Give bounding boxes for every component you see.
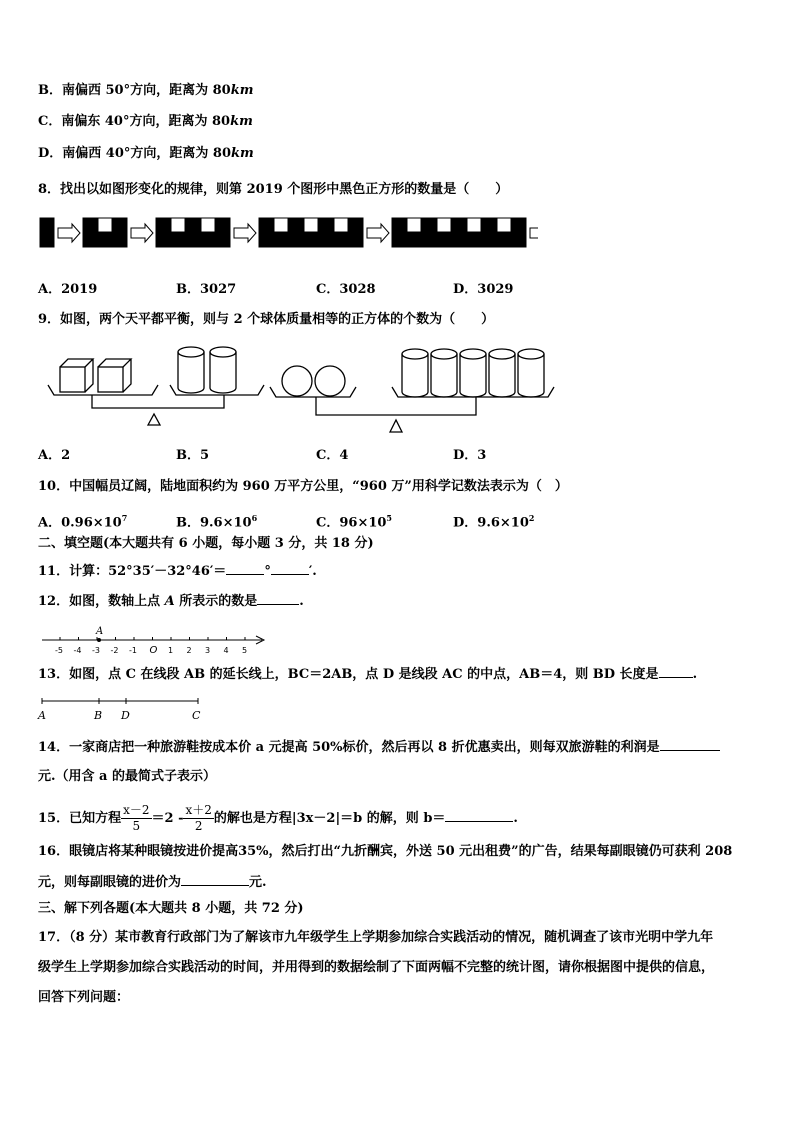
black-square	[40, 218, 54, 232]
label-a: A	[38, 709, 46, 722]
label-c: C	[192, 709, 201, 722]
option-text: D．南偏西 40°方向，距离为 80	[38, 146, 232, 161]
black-square	[319, 218, 333, 232]
q8-pattern-figure	[38, 214, 538, 260]
option-text: C．南偏东 40°方向，距离为 80	[38, 114, 231, 129]
arrow-right-icon	[58, 224, 80, 242]
sphere-icon	[282, 366, 312, 396]
tick-label: -2	[110, 646, 119, 655]
q10-option-d	[453, 509, 534, 532]
tick-label: -1	[129, 646, 137, 655]
answer-blank[interactable]	[226, 562, 264, 575]
denominator: 5	[132, 819, 141, 833]
q15	[38, 800, 518, 840]
black-square	[407, 233, 421, 247]
option-text: B．南偏西 50°方向，距离为 80	[38, 83, 231, 98]
black-square	[422, 233, 436, 247]
tick-label: 3	[205, 646, 211, 655]
q15-text: 15．已知方程	[38, 811, 122, 826]
balance-left	[48, 347, 264, 425]
white-square	[437, 218, 451, 232]
answer-blank[interactable]	[659, 665, 693, 678]
black-square	[113, 218, 127, 232]
q15-text: 的解也是方程|3x－2|＝b 的解，则 b＝	[213, 811, 446, 826]
pattern-4	[259, 218, 363, 247]
white-square	[201, 218, 215, 232]
black-square	[319, 233, 333, 247]
white-square	[467, 218, 481, 232]
white-square	[334, 218, 348, 232]
black-square	[334, 233, 348, 247]
fraction-2	[183, 803, 213, 834]
black-square	[83, 233, 97, 247]
q7-option-b	[38, 82, 254, 100]
section-3-heading: 三、解下列各题(本大题共 8 小题，共 72 分)	[38, 901, 304, 916]
pattern-1	[40, 218, 54, 247]
q14-line-2: 元.（用含 a 的最简式子表示）	[38, 769, 217, 784]
tick-label: O	[149, 645, 158, 656]
black-square	[40, 233, 54, 247]
q8-option-b: B．3027	[176, 282, 237, 297]
q16-text: 元.	[249, 875, 267, 890]
denominator: 2	[194, 819, 203, 833]
black-square	[201, 233, 215, 247]
section-2-heading: 二、填空题(本大题共有 6 小题，每小题 3 分，共 18 分)	[38, 536, 374, 551]
q9-option-b: B．5	[176, 448, 210, 463]
option-text: B．9.6×10	[176, 515, 252, 531]
cylinder-icon	[178, 347, 204, 393]
q10-option-c	[316, 509, 392, 532]
unit-km: km	[230, 83, 254, 98]
cylinder-icon	[518, 349, 544, 397]
q14-line-1	[38, 738, 720, 757]
q8-option-a: A．2019	[38, 282, 98, 297]
white-square	[171, 218, 185, 232]
minute-sign: ′.	[308, 564, 317, 579]
cylinder-icon	[210, 347, 236, 393]
q9-stem: 9．如图，两个天平都平衡，则与 2 个球体质量相等的正方体的个数为（ ）	[38, 312, 495, 327]
label-b: B	[94, 709, 103, 722]
black-square	[452, 233, 466, 247]
arrow-right-icon	[530, 224, 538, 242]
answer-blank[interactable]	[660, 738, 720, 751]
option-text: D．9.6×10	[453, 515, 529, 531]
black-square	[349, 233, 363, 247]
white-square	[407, 218, 421, 232]
point-a-dot	[97, 638, 101, 642]
q12-text: 12．如图，数轴上点	[38, 594, 165, 609]
q13-segment-figure	[36, 694, 216, 724]
black-square	[156, 218, 170, 232]
balance-right	[270, 349, 554, 432]
option-text: C．96×10	[316, 515, 387, 531]
unit-km: km	[231, 146, 254, 161]
option-text: A．0.96×10	[38, 515, 122, 531]
black-square	[259, 218, 273, 232]
cube-icon	[60, 359, 93, 392]
q10-option-a	[38, 509, 127, 532]
sphere-icon	[315, 366, 345, 396]
q12-number-line	[38, 622, 270, 656]
exponent: 6	[251, 513, 258, 523]
cylinder-icon	[460, 349, 486, 397]
black-square	[259, 233, 273, 247]
black-square	[216, 233, 230, 247]
q8-ellipsis: ......	[500, 231, 528, 246]
cylinder-icon	[402, 349, 428, 397]
q12-stem	[38, 592, 304, 611]
black-square	[392, 218, 406, 232]
black-square	[83, 218, 97, 232]
tick-label: -3	[92, 646, 100, 655]
black-square	[467, 233, 481, 247]
q9-balance-figure	[40, 340, 560, 436]
tick-label: -5	[55, 646, 63, 655]
period: .	[513, 811, 518, 826]
point-a-label: A	[96, 626, 104, 637]
black-square	[171, 233, 185, 247]
cylinder-icon	[431, 349, 457, 397]
q7-option-c	[38, 113, 253, 131]
arrow-right-icon	[367, 224, 389, 242]
q12-text: 所表示的数是	[174, 594, 258, 609]
arrow-right-icon	[234, 224, 256, 242]
black-square	[274, 233, 288, 247]
exponent: 7	[121, 513, 128, 523]
q14-text: 14．一家商店把一种旅游鞋按成本价 a 元提高 50%标价，然后再以 8 折优惠卖出，则每双旅游鞋的利润是	[38, 740, 660, 755]
answer-blank[interactable]	[271, 562, 309, 575]
tick-label: 5	[242, 646, 248, 655]
period: .	[299, 594, 304, 609]
tick-label: 1	[168, 646, 174, 655]
q16-text: 元，则每副眼镜的进价为	[38, 875, 182, 890]
tick-label: 2	[186, 646, 192, 655]
numerator: x－2	[123, 803, 150, 817]
black-square	[289, 233, 303, 247]
q16-line-2	[38, 873, 267, 892]
q7-option-d	[38, 145, 254, 163]
point-a: A	[164, 594, 175, 609]
black-square	[156, 233, 170, 247]
black-square	[304, 233, 318, 247]
q11-text: 11．计算：52°35′－32°46′＝	[38, 564, 227, 579]
q17-line-2: 级学生上学期参加综合实践活动的时间，并用得到的数据绘制了下面两幅不完整的统计图，请你根据图中提供的信息，	[38, 960, 715, 975]
cube-icon	[98, 359, 131, 392]
white-square	[98, 218, 112, 232]
q13-stem	[38, 665, 697, 684]
answer-blank[interactable]	[181, 873, 249, 886]
black-square	[482, 218, 496, 232]
q8-stem: 8．找出以如图形变化的规律，则第 2019 个图形中黑色正方形的数量是（ ）	[38, 182, 509, 197]
black-square	[216, 218, 230, 232]
white-square	[304, 218, 318, 232]
black-square	[289, 218, 303, 232]
q8-option-d: D．3029	[453, 282, 514, 297]
tick-label: 4	[223, 646, 229, 655]
cylinder-icon	[489, 349, 515, 397]
exponent: 2	[528, 513, 535, 523]
label-d: D	[121, 709, 130, 722]
black-square	[422, 218, 436, 232]
q11	[38, 562, 317, 581]
black-square	[452, 218, 466, 232]
white-square	[274, 218, 288, 232]
answer-blank[interactable]	[445, 809, 513, 822]
period: .	[692, 667, 698, 682]
black-square	[482, 233, 496, 247]
q16-line-1: 16．眼镜店将某种眼镜按进价提高35%，然后打出“九折酬宾，外送 50 元出租费”的广告，结果每副眼镜仍可获利 208	[38, 844, 733, 859]
black-square	[349, 218, 363, 232]
arrow-right-icon	[131, 224, 153, 242]
pattern-2	[83, 218, 127, 247]
black-square	[98, 233, 112, 247]
q9-option-d: D．3	[453, 448, 487, 463]
tick-label: -4	[73, 646, 82, 655]
q8-option-c: C．3028	[316, 282, 376, 297]
q9-option-c: C．4	[316, 448, 349, 463]
q9-option-a: A．2	[38, 448, 71, 463]
white-square	[497, 218, 511, 232]
answer-blank[interactable]	[257, 592, 299, 605]
fraction-1	[121, 803, 151, 834]
black-square	[512, 218, 526, 232]
black-square	[186, 218, 200, 232]
q10-stem: 10．中国幅员辽阔，陆地面积约为 960 万平方公里，“960 万”用科学记数法表示为（ ）	[38, 479, 568, 494]
q17-line-3: 回答下列问题：	[38, 990, 130, 1005]
numerator: x＋2	[185, 803, 212, 817]
degree-sign: °	[264, 564, 271, 579]
black-square	[392, 233, 406, 247]
exponent: 5	[386, 513, 392, 523]
q17-line-1: 17．（8 分）某市教育行政部门为了解该市九年级学生上学期参加综合实践活动的情况，随机调查了该市光明中学九年	[38, 930, 714, 945]
q13-text: 13．如图，点 C 在线段 AB 的延长线上，BC＝2AB，点 D 是线段 AC 的中点，AB＝4，则 BD 长度是	[38, 667, 659, 682]
pattern-3	[156, 218, 230, 247]
q15-text: ＝2 -	[151, 811, 184, 826]
black-square	[186, 233, 200, 247]
unit-km: km	[230, 114, 253, 129]
black-square	[437, 233, 451, 247]
black-square	[113, 233, 127, 247]
q10-option-b	[176, 509, 257, 532]
